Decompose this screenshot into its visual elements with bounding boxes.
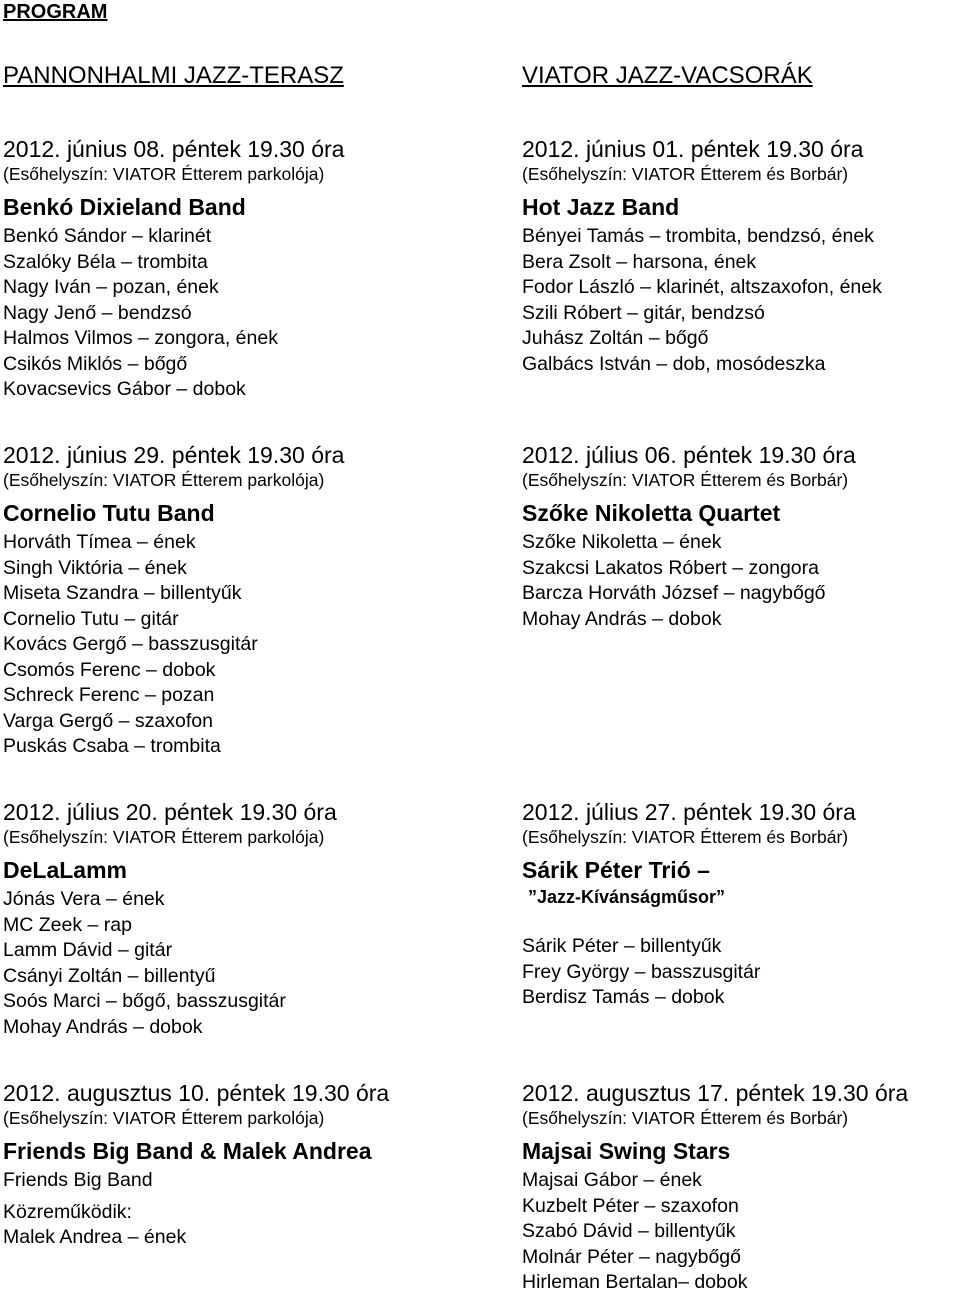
event-date-prefix: 2012. július 27. <box>522 799 677 825</box>
event-venue: (Esőhelyszín: VIATOR Étterem parkolója) <box>3 470 325 490</box>
event-band-name: Cornelio Tutu Band <box>3 500 215 526</box>
program-title: PROGRAM <box>3 1 108 23</box>
event-date-day: péntek 19.30 óra <box>683 442 856 468</box>
member-line: Fodor László – klarinét, altszaxofon, ének <box>522 276 882 298</box>
event-venue: (Esőhelyszín: VIATOR Étterem és Borbár) <box>522 827 849 847</box>
event-majsai-swing-stars <box>522 1080 908 1296</box>
event-date <box>522 442 856 469</box>
event-band-name: DeLaLamm <box>3 857 127 883</box>
member-line: Mohay András – dobok <box>3 1015 203 1038</box>
event-date-prefix: 2012. július 06. <box>522 442 677 468</box>
event-date-day: péntek 19.30 óra <box>171 442 345 468</box>
event-members <box>3 224 344 403</box>
member-line: Kovács Gergő – basszusgitár <box>3 633 258 655</box>
event-cornelio-tutu <box>3 442 344 760</box>
event-date-day: péntek 19.30 óra <box>735 1080 909 1106</box>
member-line: Singh Viktória – ének <box>3 556 187 579</box>
event-date <box>522 136 882 163</box>
member-line: Molnár Péter – nagybőgő <box>522 1245 741 1268</box>
member-line: Közreműködik: <box>3 1200 132 1223</box>
event-members <box>3 530 344 760</box>
event-date-prefix: 2012. június 29. <box>3 442 166 468</box>
member-line: Mohay András – dobok <box>522 607 722 630</box>
event-band-name: Friends Big Band & Malek Andrea <box>3 1138 372 1164</box>
event-venue: (Esőhelyszín: VIATOR Étterem és Borbár) <box>522 470 849 490</box>
member-line: Malek Andrea – ének <box>3 1226 187 1248</box>
event-members <box>522 530 856 632</box>
member-line: Puskás Csaba – trombita <box>3 735 221 757</box>
member-line: Bera Zsolt – harsona, ének <box>522 250 757 273</box>
member-line: Berdisz Tamás – dobok <box>522 986 725 1008</box>
event-members <box>3 887 337 1040</box>
event-date-day: péntek 19.30 óra <box>683 799 856 825</box>
member-line: Bényei Tamás – trombita, bendzsó, ének <box>522 225 874 247</box>
member-line: Szabó Dávid – billentyűk <box>522 1220 736 1242</box>
member-line: Friends Big Band <box>3 1169 153 1191</box>
event-members <box>522 224 882 377</box>
event-date <box>3 1080 389 1107</box>
event-venue: (Esőhelyszín: VIATOR Étterem parkolója) <box>3 1108 325 1128</box>
member-line: Galbács István – dob, mosódeszka <box>522 352 826 375</box>
right-column-heading: VIATOR JAZZ-VACSORÁK <box>522 62 813 89</box>
event-subtitle: ”Jazz-Kívánságműsor” <box>528 887 726 907</box>
event-date <box>522 799 856 826</box>
event-date-prefix: 2012. június 08. <box>3 136 166 162</box>
event-date-prefix: 2012. augusztus 17. <box>522 1080 730 1106</box>
event-members <box>522 1168 908 1296</box>
event-band-name: Sárik Péter Trió – <box>522 857 710 883</box>
event-date-day: péntek 19.30 óra <box>216 1080 390 1106</box>
event-date-prefix: 2012. június 01. <box>522 136 685 162</box>
member-line: Schreck Ferenc – pozan <box>3 684 215 706</box>
event-date-prefix: 2012. július 20. <box>3 799 158 825</box>
member-line: Benkó Sándor – klarinét <box>3 225 212 247</box>
member-line: Szakcsi Lakatos Róbert – zongora <box>522 556 819 579</box>
member-line: Hirleman Bertalan– dobok <box>522 1271 748 1293</box>
event-date <box>3 442 344 469</box>
event-date-day: péntek 19.30 óra <box>690 136 864 162</box>
member-line: Jónás Vera – ének <box>3 888 165 910</box>
event-date-day: péntek 19.30 óra <box>171 136 345 162</box>
member-line: Juhász Zoltán – bőgő <box>522 327 709 349</box>
member-line: Miseta Szandra – billentyűk <box>3 582 242 604</box>
member-line: MC Zeek – rap <box>3 913 132 936</box>
member-line: Kuzbelt Péter – szaxofon <box>522 1194 739 1217</box>
event-hot-jazz-band <box>522 136 882 377</box>
event-venue: (Esőhelyszín: VIATOR Étterem és Borbár) <box>522 1108 849 1128</box>
event-venue: (Esőhelyszín: VIATOR Étterem parkolója) <box>3 164 325 184</box>
member-line: Kovacsevics Gábor – dobok <box>3 378 246 400</box>
event-members <box>522 934 856 1011</box>
member-line: Varga Gergő – szaxofon <box>3 709 213 732</box>
event-band-name: Hot Jazz Band <box>522 194 680 220</box>
event-date <box>3 136 344 163</box>
event-members <box>3 1168 389 1251</box>
event-sarik-peter-trio <box>522 799 856 1011</box>
event-band-name: Szőke Nikoletta Quartet <box>522 500 781 526</box>
left-column-heading: PANNONHALMI JAZZ-TERASZ <box>3 62 344 89</box>
member-line: Csányi Zoltán – billentyű <box>3 964 216 987</box>
member-line: Frey György – basszusgitár <box>522 960 761 983</box>
member-line: Soós Marci – bőgő, basszusgitár <box>3 990 286 1012</box>
event-date-prefix: 2012. augusztus 10. <box>3 1080 211 1106</box>
member-line: Csomós Ferenc – dobok <box>3 658 216 681</box>
event-date <box>522 1080 908 1107</box>
member-line: Sárik Péter – billentyűk <box>522 935 722 957</box>
event-benko-dixieland <box>3 136 344 403</box>
member-line: Majsai Gábor – ének <box>522 1169 702 1191</box>
member-line: Szőke Nikoletta – ének <box>522 531 722 553</box>
member-line: Lamm Dávid – gitár <box>3 939 173 961</box>
member-line: Szalóky Béla – trombita <box>3 250 208 273</box>
member-line: Nagy Jenő – bendzsó <box>3 301 192 324</box>
event-date-day: péntek 19.30 óra <box>164 799 337 825</box>
event-band-name: Benkó Dixieland Band <box>3 194 246 220</box>
event-szoke-nikoletta-quartet <box>522 442 856 632</box>
member-line: Nagy Iván – pozan, ének <box>3 276 219 298</box>
event-friends-big-band <box>3 1080 389 1251</box>
member-line: Cornelio Tutu – gitár <box>3 607 179 630</box>
member-line: Szili Róbert – gitár, bendzsó <box>522 301 765 324</box>
event-venue: (Esőhelyszín: VIATOR Étterem parkolója) <box>3 827 325 847</box>
member-line: Barcza Horváth József – nagybőgő <box>522 582 826 604</box>
member-line: Horváth Tímea – ének <box>3 531 196 553</box>
event-band-name: Majsai Swing Stars <box>522 1138 731 1164</box>
event-date <box>3 799 337 826</box>
event-delalamm <box>3 799 337 1040</box>
event-venue: (Esőhelyszín: VIATOR Étterem és Borbár) <box>522 164 849 184</box>
member-line: Halmos Vilmos – zongora, ének <box>3 327 278 349</box>
member-line: Csikós Miklós – bőgő <box>3 352 188 375</box>
